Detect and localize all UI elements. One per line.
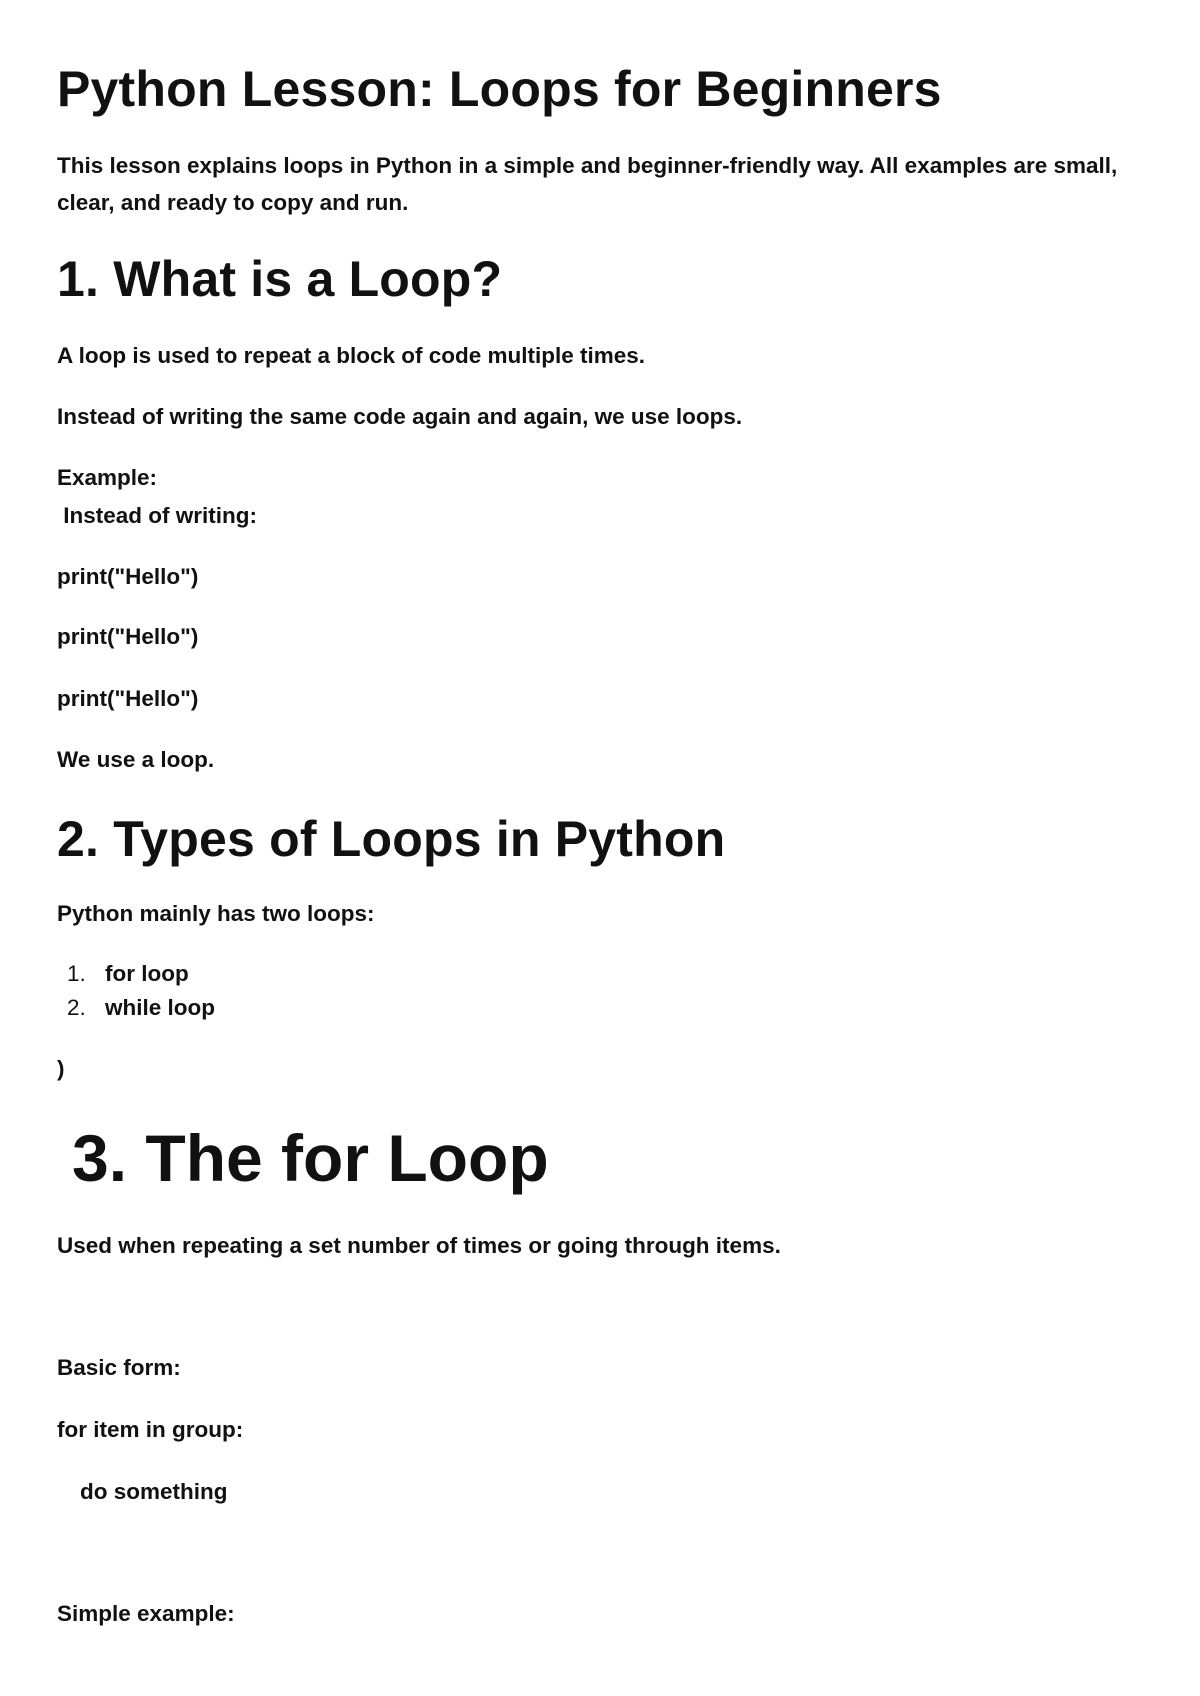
list-item — [67, 989, 215, 1026]
list-text: while loop — [105, 995, 215, 1020]
simple-example-label: Simple example: — [57, 1601, 235, 1626]
form-line: for item in group: — [57, 1417, 244, 1442]
instead-label: Instead of writing: — [57, 503, 257, 528]
intro-paragraph: This lesson explains loops in Python in a simple and beginner-friendly way. All examples are small, clear, and ready to copy and run. — [57, 153, 1118, 215]
example-label: Example: — [57, 465, 158, 490]
list-item — [67, 955, 189, 992]
code-line: print("Hello") — [57, 686, 199, 711]
section-2-heading: 2. Types of Loops in Python — [57, 811, 726, 867]
list-number: 1. — [67, 961, 86, 986]
loop-types-intro: Python mainly has two loops: — [57, 901, 375, 926]
section-3-heading: 3. The for Loop — [72, 1121, 549, 1195]
form-line-indented: do something — [80, 1479, 228, 1504]
basic-form-label: Basic form: — [57, 1355, 181, 1380]
loop-purpose: Instead of writing the same code again and again, we use loops. — [57, 404, 743, 429]
loop-definition: A loop is used to repeat a block of code multiple times. — [57, 343, 646, 368]
stray-character: ) — [57, 1056, 65, 1081]
page-title: Python Lesson: Loops for Beginners — [57, 61, 942, 117]
loop-closing: We use a loop. — [57, 747, 215, 772]
code-line: print("Hello") — [57, 624, 199, 649]
list-text: for loop — [105, 961, 189, 986]
list-number: 2. — [67, 995, 86, 1020]
section-1-heading: 1. What is a Loop? — [57, 251, 503, 307]
for-loop-description: Used when repeating a set number of times or going through items. — [57, 1233, 781, 1258]
code-line: print("Hello") — [57, 564, 199, 589]
